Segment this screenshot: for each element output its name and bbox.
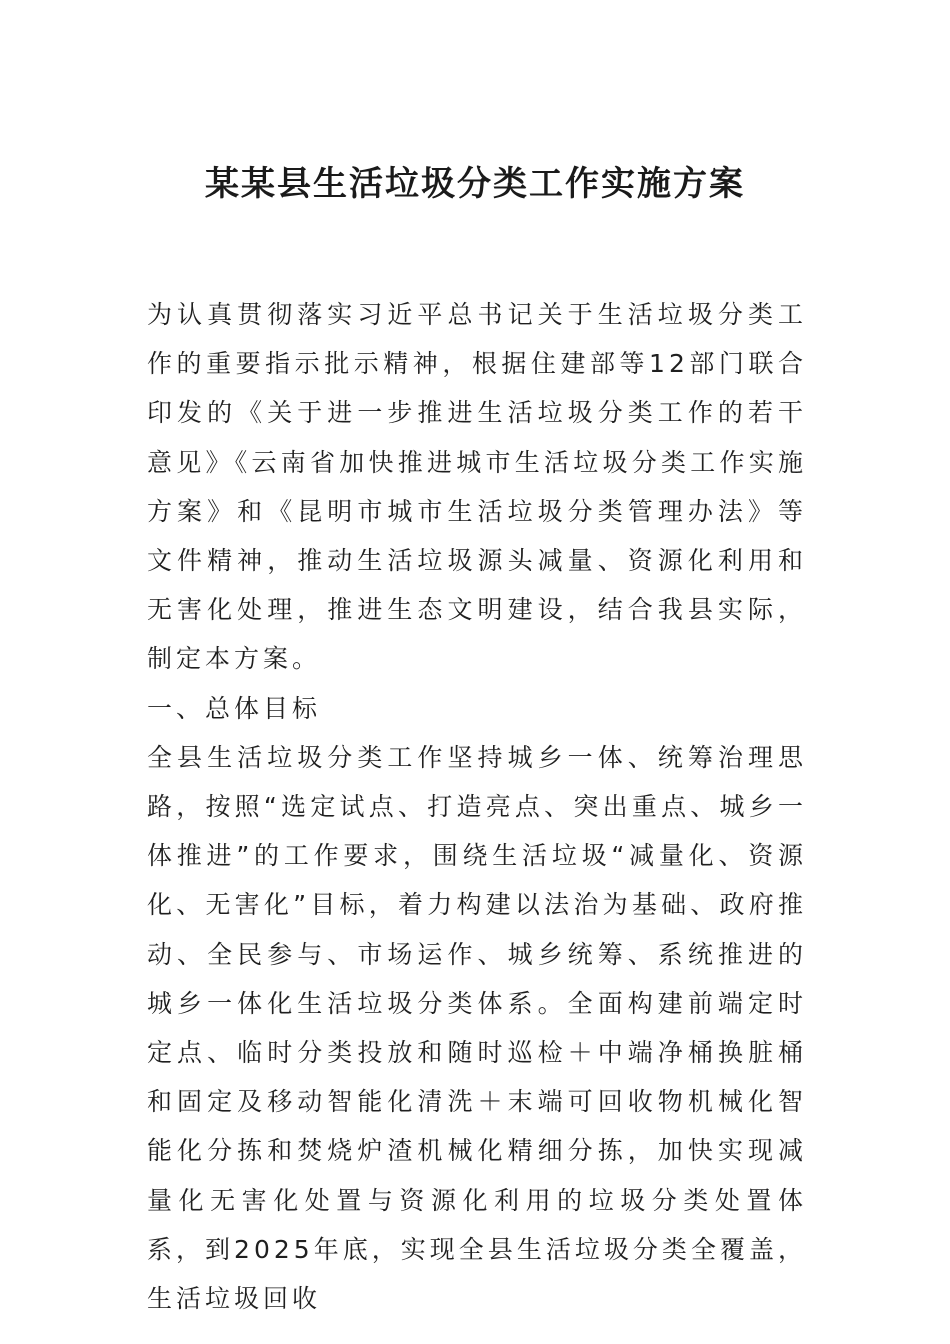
intro-paragraph: 为认真贯彻落实习近平总书记关于生活垃圾分类工作的重要指示批示精神，根据住建部等12部门联合印发的《关于进一步推进生活垃圾分类工作的若干意见》《云南省加快推进城市生活垃圾分类工作实施方案》和《昆明市城市生活垃圾分类管理办法》等文件精神，推动生活垃圾源头减量、资源化利用和无害化处理，推进生态文明建设，结合我县实际，制定本方案。 xyxy=(147,300,807,674)
overall-goal-paragraph: 全县生活垃圾分类工作坚持城乡一体、统筹治理思路，按照“选定试点、打造亮点、突出重点、城乡一体推进”的工作要求，围绕生活垃圾“减量化、资源化、无害化”目标，着力构建以法治为基础、政府推动、全民参与、市场运作、城乡统筹、系统推进的城乡一体化生活垃圾分类体系。全面构建前端定时定点、临时分类投放和随时巡检＋中端净桶换脏桶和固定及移动智能化清洗＋末端可回收物机械化智能化分拣和焚烧炉渣机械化精细分拣，加快实现减量化无害化处置与资源化利用的垃圾分类处置体系，到2025年底，实现全县生活垃圾分类全覆盖，生活垃圾回收 xyxy=(147,742,807,1314)
document-body xyxy=(147,290,807,1323)
document-title: 某某县生活垃圾分类工作实施方案 xyxy=(205,164,745,204)
section-heading-overall-goal: 一、总体目标 xyxy=(147,693,322,723)
